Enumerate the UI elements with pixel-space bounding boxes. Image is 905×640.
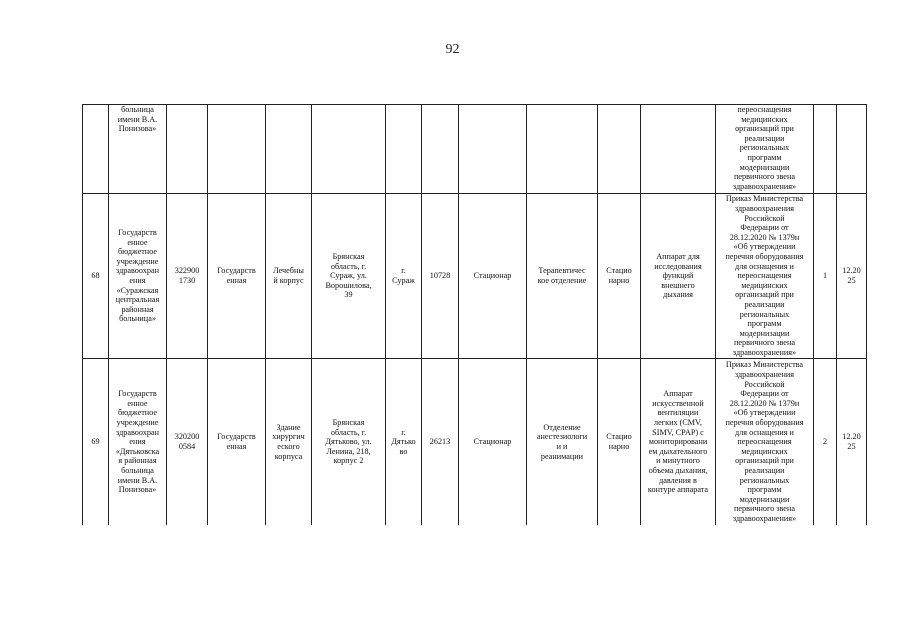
address-cell: Брянская область, г. Сураж, ул. Ворошилова, 39 bbox=[312, 194, 386, 359]
care-type-cell: Стационар bbox=[459, 359, 527, 526]
equipment-table bbox=[82, 104, 867, 525]
table-row bbox=[83, 359, 867, 526]
inn-cell: 320200 0584 bbox=[167, 359, 208, 526]
table-row bbox=[83, 105, 867, 194]
postcode-cell bbox=[422, 105, 459, 194]
building-cell: Лечебны й корпус bbox=[266, 194, 312, 359]
table-row bbox=[83, 194, 867, 359]
organization-cell: больница имени В.А. Понизова» bbox=[109, 105, 167, 194]
organization-cell: Государств енное бюджетное учреждение здравоохран ения «Суражская центральная районная больница» bbox=[109, 194, 167, 359]
care-type-cell bbox=[459, 105, 527, 194]
city-cell: г. Дятько во bbox=[386, 359, 422, 526]
page-number: 92 bbox=[445, 42, 460, 57]
equipment-cell bbox=[641, 105, 716, 194]
building-cell: Здание хирургич еского корпуса bbox=[266, 359, 312, 526]
postcode-cell: 10728 bbox=[422, 194, 459, 359]
row-number-cell: 69 bbox=[83, 359, 109, 526]
order-cell: переоснащения медицинских организаций при реализации региональных программ модернизации первичного звена здравоохранения» bbox=[716, 105, 814, 194]
date-cell: 12.20 25 bbox=[837, 359, 867, 526]
address-cell: Брянская область, г. Дятьково, ул. Ленина, 218, корпус 2 bbox=[312, 359, 386, 526]
department-cell bbox=[527, 105, 598, 194]
department-cell: Терапевтичес кое отделение bbox=[527, 194, 598, 359]
postcode-cell: 26213 bbox=[422, 359, 459, 526]
city-cell: г. Сураж bbox=[386, 194, 422, 359]
quantity-cell: 2 bbox=[814, 359, 837, 526]
quantity-cell bbox=[814, 105, 837, 194]
order-cell: Приказ Министерства здравоохранения Российской Федерации от 28.12.2020 № 1379н «Об утверждении перечня оборудования для оснащения и переоснащения медицинских организаций при реализации региональных программ модернизации первичного звена здравоохранения» bbox=[716, 359, 814, 526]
address-cell bbox=[312, 105, 386, 194]
inn-cell bbox=[167, 105, 208, 194]
ownership-cell bbox=[208, 105, 266, 194]
unit-cell: Стацио нарно bbox=[598, 194, 641, 359]
equipment-cell: Аппарат искусственной вентиляции легких (CMV, SIMV, CPAP) с мониторировани ем дыхательного и минутного объема дыхания, давления в контуре аппарата bbox=[641, 359, 716, 526]
order-cell: Приказ Министерства здравоохранения Российской Федерации от 28.12.2020 № 1379н «Об утверждении перечня оборудования для оснащения и переоснащения медицинских организаций при реализации региональных программ модернизации первичного звена здравоохранения» bbox=[716, 194, 814, 359]
unit-cell bbox=[598, 105, 641, 194]
ownership-cell: Государств енная bbox=[208, 359, 266, 526]
date-cell bbox=[837, 105, 867, 194]
unit-cell: Стацио нарно bbox=[598, 359, 641, 526]
equipment-cell: Аппарат для исследования функций внешнего дыхания bbox=[641, 194, 716, 359]
ownership-cell: Государств енная bbox=[208, 194, 266, 359]
department-cell: Отделение анестезиологи и и реанимации bbox=[527, 359, 598, 526]
city-cell bbox=[386, 105, 422, 194]
care-type-cell: Стационар bbox=[459, 194, 527, 359]
row-number-cell: 68 bbox=[83, 194, 109, 359]
quantity-cell: 1 bbox=[814, 194, 837, 359]
date-cell: 12.20 25 bbox=[837, 194, 867, 359]
building-cell bbox=[266, 105, 312, 194]
row-number-cell bbox=[83, 105, 109, 194]
inn-cell: 322900 1730 bbox=[167, 194, 208, 359]
organization-cell: Государств енное бюджетное учреждение здравоохран ения «Дятьковска я районная больница имени В.А. Понизова» bbox=[109, 359, 167, 526]
